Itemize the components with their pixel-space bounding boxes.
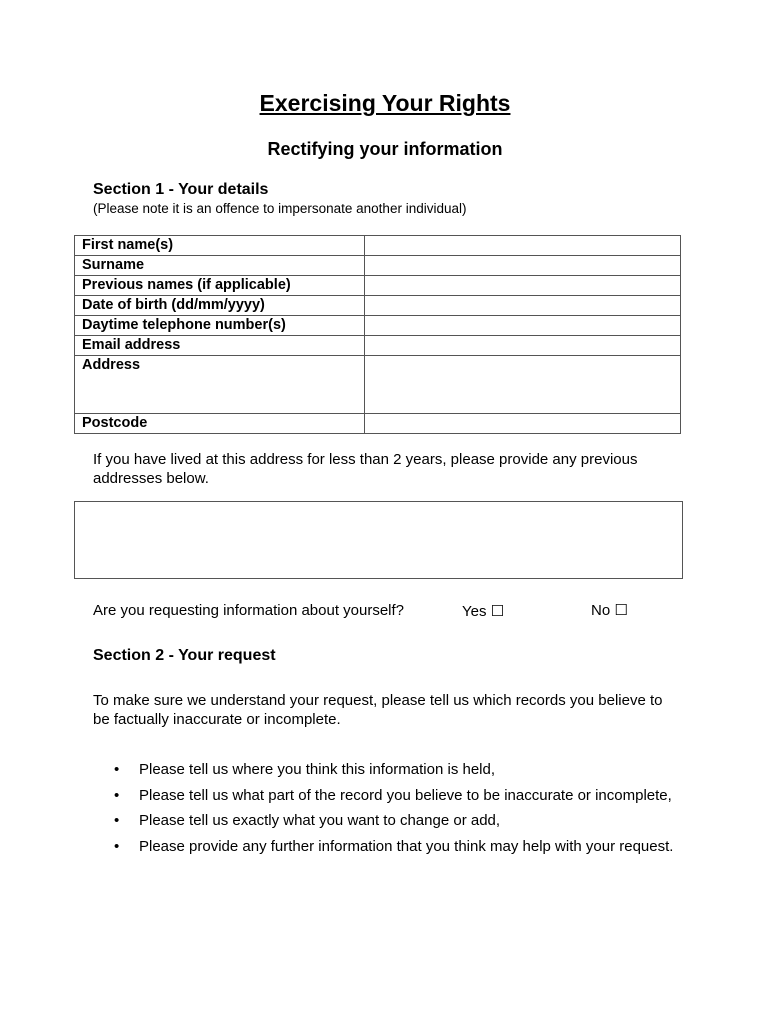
field-row-surname xyxy=(75,256,681,276)
list-item xyxy=(112,760,692,780)
list-item xyxy=(112,811,692,831)
field-label: Address xyxy=(75,356,365,414)
bullet-icon: • xyxy=(114,812,120,829)
field-label: Daytime telephone number(s) xyxy=(75,316,365,336)
first-name-field[interactable] xyxy=(365,236,681,256)
list-item-text: Please tell us exactly what you want to change or add, xyxy=(139,812,501,829)
list-item xyxy=(112,837,692,857)
field-row-email xyxy=(75,336,681,356)
field-label: Postcode xyxy=(75,414,365,434)
field-row-telephone xyxy=(75,316,681,336)
section-2-heading: Section 2 - Your request xyxy=(93,647,276,664)
email-field[interactable] xyxy=(365,336,681,356)
request-bullet-list xyxy=(112,760,692,862)
date-of-birth-field[interactable] xyxy=(365,296,681,316)
list-item xyxy=(112,786,692,806)
yes-checkbox[interactable]: Yes ☐ xyxy=(462,603,505,620)
no-checkbox[interactable]: No ☐ xyxy=(591,602,628,619)
field-label: Surname xyxy=(75,256,365,276)
field-label: Date of birth (dd/mm/yyyy) xyxy=(75,296,365,316)
page-subtitle: Rectifying your information xyxy=(267,139,503,159)
previous-address-box[interactable] xyxy=(74,501,683,579)
list-item-text: Please provide any further information that you think may help with your request. xyxy=(139,837,674,855)
field-label: Email address xyxy=(75,336,365,356)
page-title: Exercising Your Rights xyxy=(259,90,511,116)
bullet-icon: • xyxy=(114,837,120,855)
field-row-postcode xyxy=(75,414,681,434)
request-question: Are you requesting information about yourself? xyxy=(93,602,405,619)
section-2-intro: To make sure we understand your request, please tell us which records you believe to be factually inaccurate or incomplete. xyxy=(93,692,663,728)
previous-names-field[interactable] xyxy=(365,276,681,296)
field-label: First name(s) xyxy=(75,236,365,256)
details-table xyxy=(74,235,681,434)
bullet-icon: • xyxy=(114,786,120,804)
field-row-date-of-birth xyxy=(75,296,681,316)
field-row-previous-names xyxy=(75,276,681,296)
telephone-field[interactable] xyxy=(365,316,681,336)
section-1-heading: Section 1 - Your details xyxy=(93,181,269,198)
list-item-text: Please tell us what part of the record you believe to be inaccurate or incomplete, xyxy=(139,786,672,804)
field-label: Previous names (if applicable) xyxy=(75,276,365,296)
section-1-note: (Please note it is an offence to impersonate another individual) xyxy=(93,201,467,216)
postcode-field[interactable] xyxy=(365,414,681,434)
surname-field[interactable] xyxy=(365,256,681,276)
list-item-text: Please tell us where you think this information is held, xyxy=(139,761,496,778)
field-row-address xyxy=(75,356,681,414)
previous-address-note: If you have lived at this address for less than 2 years, please provide any previous addresses below. xyxy=(93,451,638,487)
address-field[interactable] xyxy=(365,356,681,414)
bullet-icon: • xyxy=(114,761,120,778)
field-row-first-name xyxy=(75,236,681,256)
